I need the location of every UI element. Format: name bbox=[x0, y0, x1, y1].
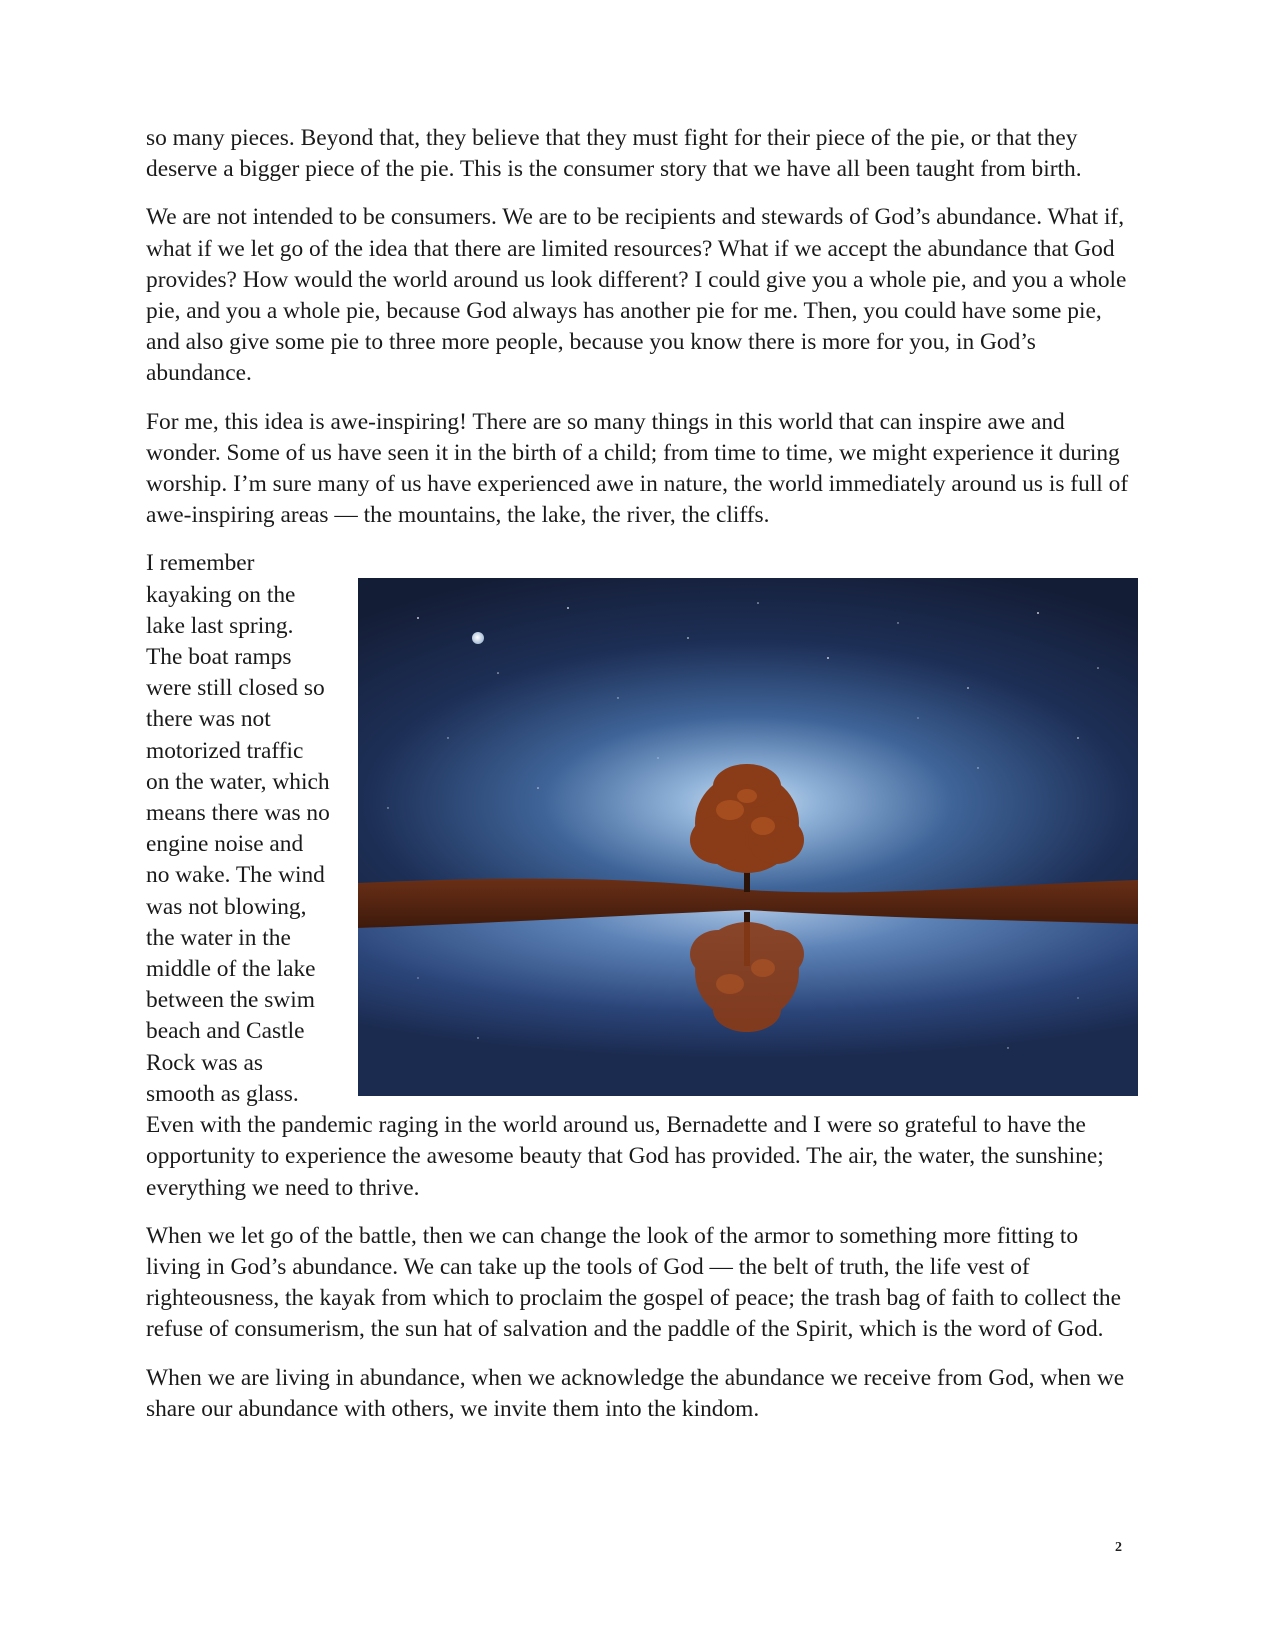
paragraph-armor: When we let go of the battle, then we can change the look of the armor to something more fitting to living in God’s abundance. We can take up the tools of God — the belt of truth, the life vest of righteousness, the kayak from which to proclaim the gospel of peace; the trash bag of faith to collect the refuse of consumerism, the sun hat of salvation and the paddle of the Spirit, which is the word of God. bbox=[146, 1222, 1121, 1343]
text-with-photo bbox=[146, 548, 1132, 1362]
paragraph-kayaking: I remember kayaking on the lake last spring. The boat ramps were still closed so there was not motorized traffic on the water, which means there was no engine noise and no wake. The wind was not blowing, the water in the middle of the lake between the swim beach and Castle Rock was as smooth as glass. Even with the pandemic raging in the world around us, Bernadette and I were so grateful to have the opportunity to experience the awesome beauty that God has provided. The air, the water, the sunshine; everything we need to thrive. bbox=[146, 550, 1104, 1201]
page-number: 2 bbox=[1115, 1540, 1122, 1555]
paragraph-stewards: We are not intended to be consumers. We are to be recipients and stewards of God’s abundance. What if, what if we let go of the idea that there are limited resources? What if we accept the abundance that God provides? How would the world around us look different? I could give you a whole pie, and you a whole pie, and you a whole pie, because God always has another pie for me. Then, you could have some pie, and also give some pie to three more people, because you know there is more for you, in God’s abundance. bbox=[146, 204, 1127, 387]
paragraph-awe: For me, this idea is awe-inspiring! There are so many things in this world that can inspire awe and wonder. Some of us have seen it in the birth of a child; from time to time, we might experience it during worship. I’m sure many of us have experienced awe in nature, the world immediately around us is full of awe-inspiring areas — the mountains, the lake, the river, the cliffs. bbox=[146, 408, 1129, 529]
paragraph-consumer-story: so many pieces. Beyond that, they believe that they must fight for their piece of the pie, or that they deserve a bigger piece of the pie. This is the consumer story that we have all been taught from birth. bbox=[146, 125, 1082, 183]
document-body bbox=[146, 123, 1132, 1442]
paragraph-kindom: When we are living in abundance, when we acknowledge the abundance we receive from God, when we share our abundance with others, we invite them into the kindom. bbox=[146, 1364, 1125, 1422]
tree-reflection-photo bbox=[358, 578, 1138, 1096]
